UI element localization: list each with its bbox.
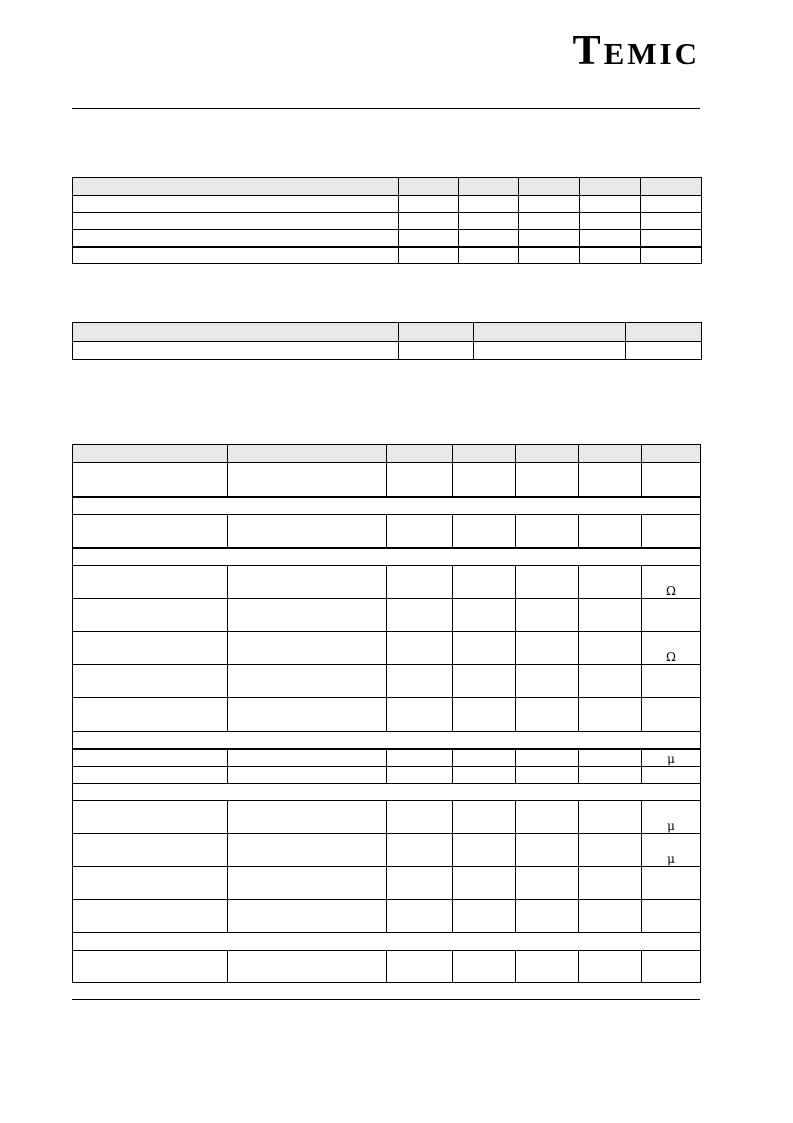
- unit-cell: μ: [642, 834, 701, 867]
- table-row: [73, 247, 702, 264]
- section-row: [73, 732, 701, 749]
- footer-rule: [72, 999, 700, 1000]
- table-row: [73, 342, 702, 360]
- table-row: [73, 767, 701, 784]
- table-1: [72, 177, 702, 264]
- section-row: [73, 933, 701, 951]
- table-row: [73, 445, 701, 463]
- table-row: [73, 801, 701, 834]
- table-row: [73, 834, 701, 867]
- table-row: [73, 566, 701, 599]
- table-row: [73, 698, 701, 732]
- unit-cell: Ω: [642, 632, 701, 665]
- table-row: [73, 213, 702, 230]
- section-row: [73, 548, 701, 566]
- unit-cell: Ω: [642, 566, 701, 599]
- table-2: [72, 322, 702, 360]
- table-row: [73, 323, 702, 342]
- table-3: [72, 444, 701, 983]
- temic-logo: TEMIC: [572, 28, 700, 74]
- table-row: [73, 178, 702, 196]
- unit-cell: μ: [642, 801, 701, 834]
- table-row: [73, 665, 701, 698]
- header-rule: [72, 108, 700, 109]
- table-row: [73, 515, 701, 548]
- table-row: [73, 749, 701, 767]
- table-row: [73, 951, 701, 983]
- table-row: [73, 632, 701, 665]
- table-row: [73, 900, 701, 933]
- section-row: [73, 784, 701, 801]
- table-row: [73, 463, 701, 497]
- table-row: [73, 196, 702, 213]
- table-row: [73, 599, 701, 632]
- table-row: [73, 230, 702, 247]
- table-row: [73, 867, 701, 900]
- section-row: [73, 497, 701, 515]
- unit-cell: μ: [642, 749, 701, 767]
